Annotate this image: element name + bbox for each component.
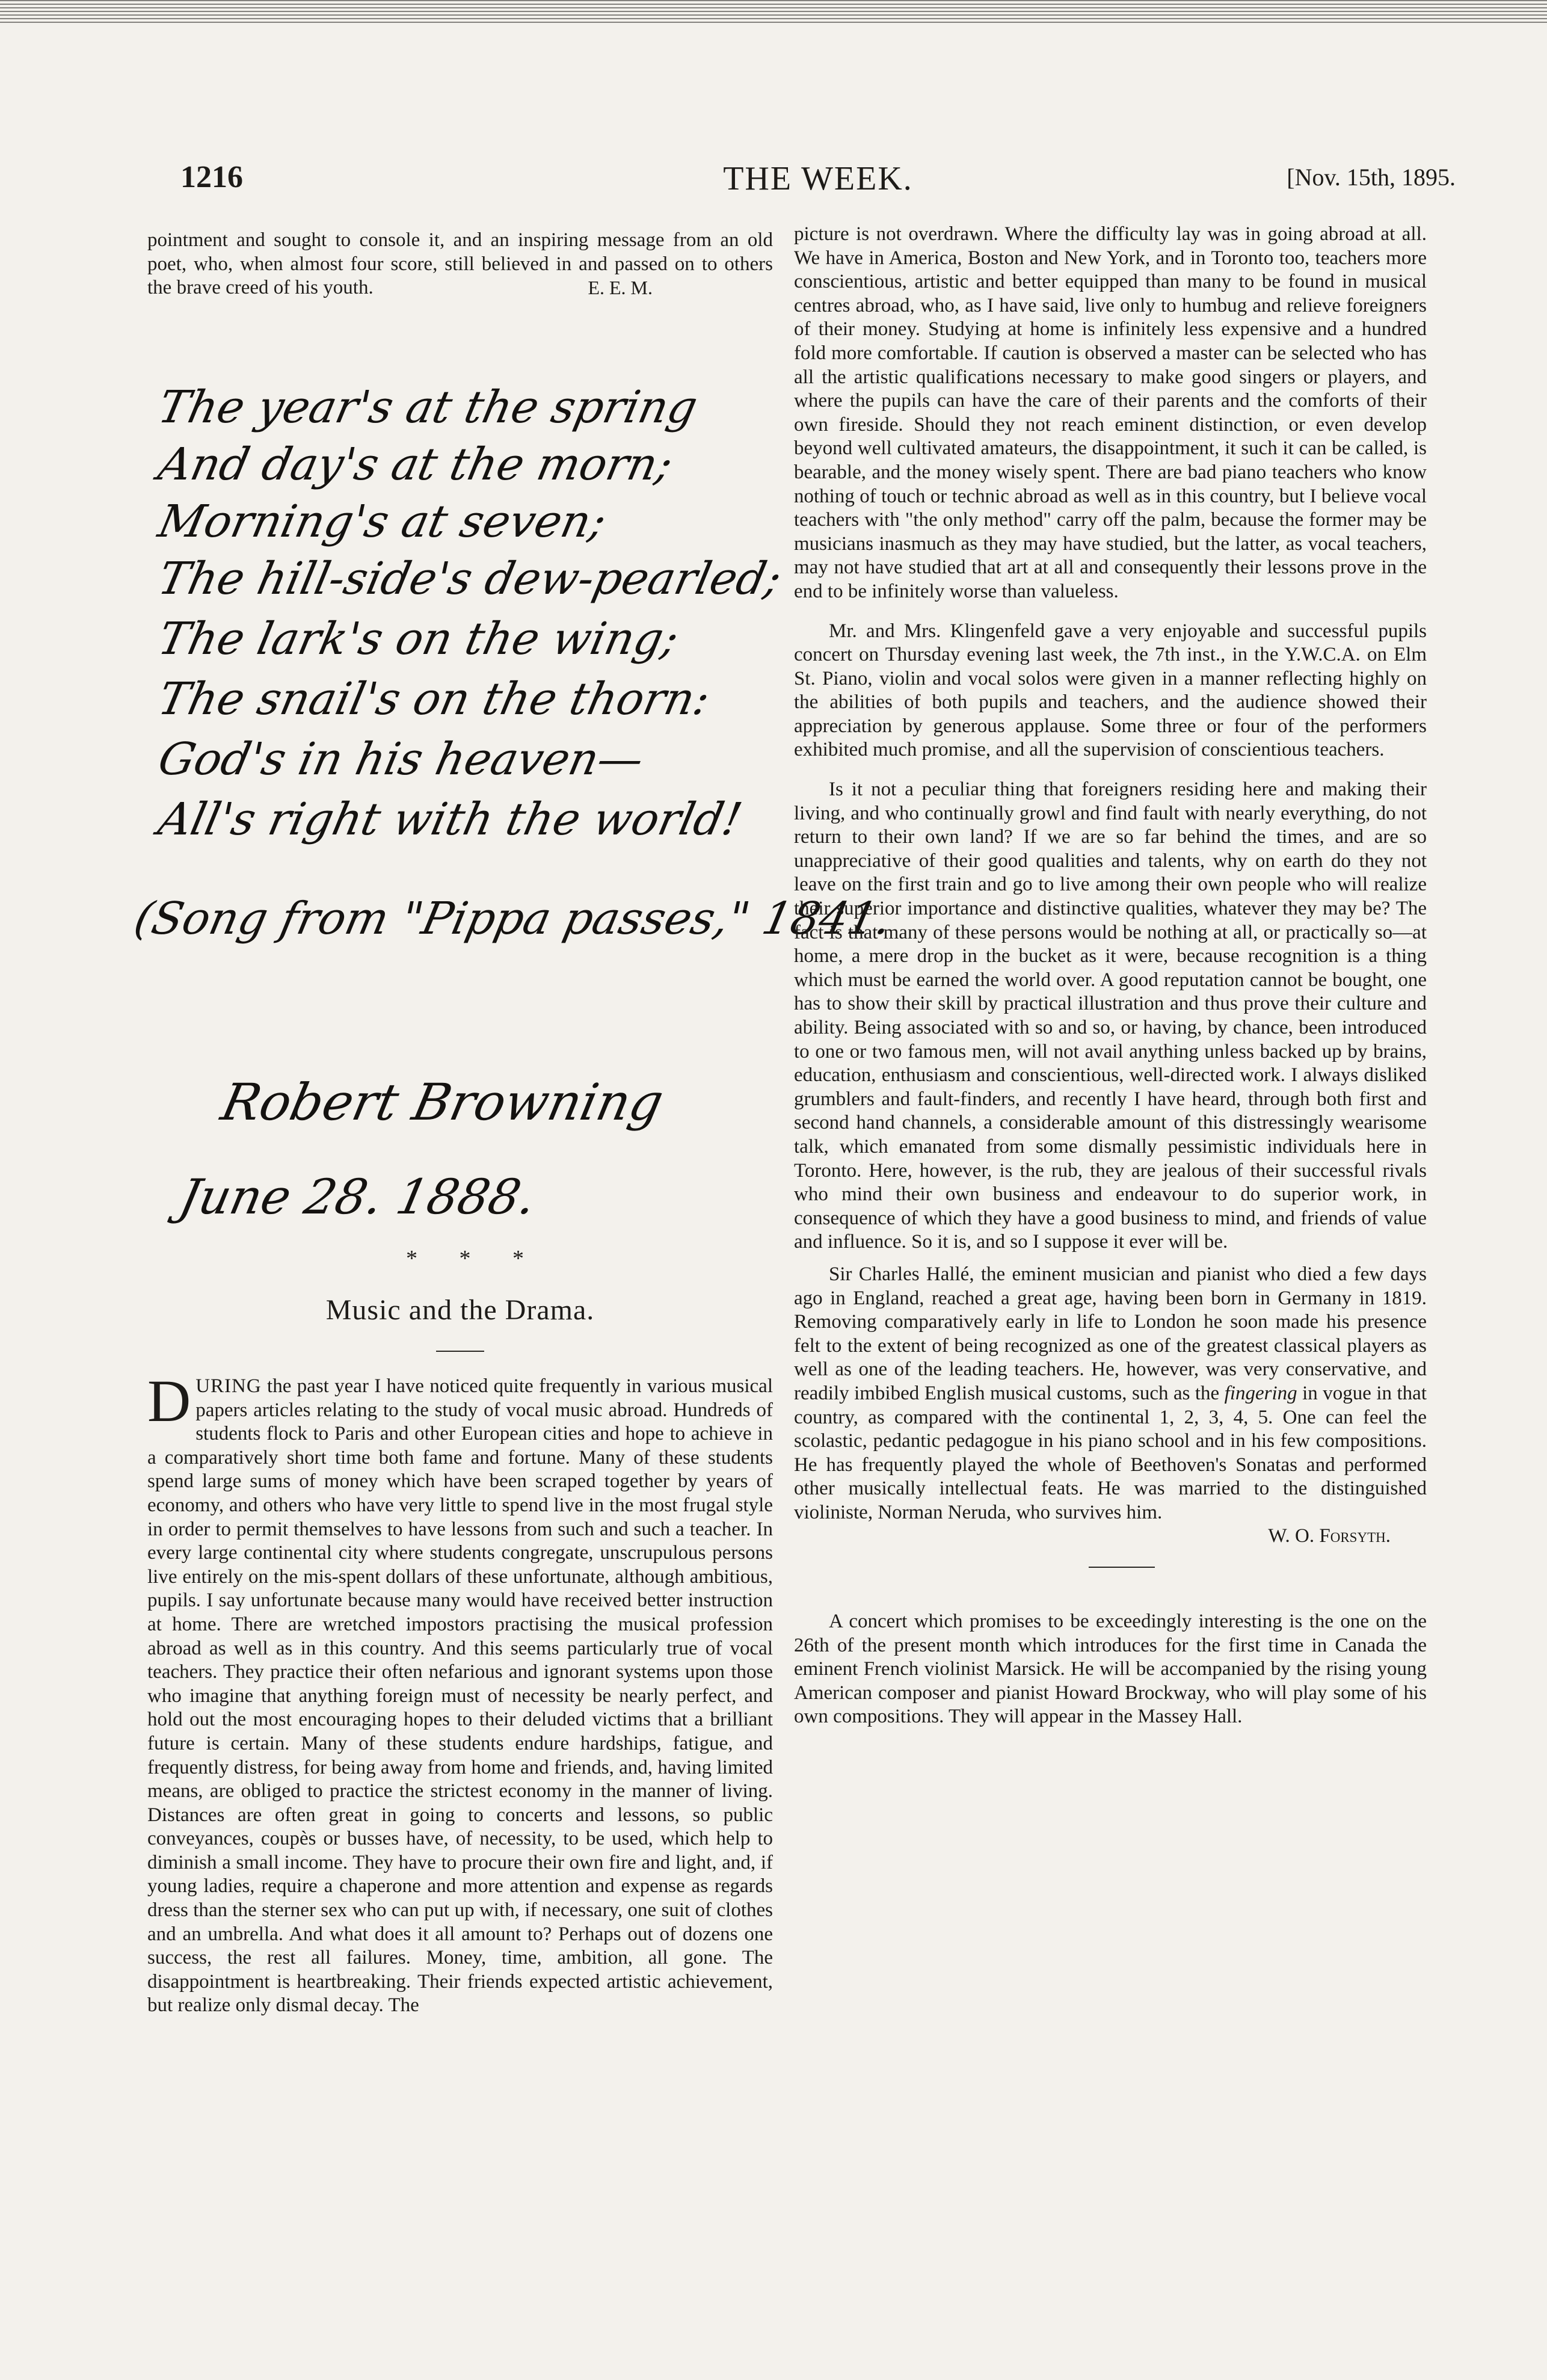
manuscript-line-6: The snail's on the thorn: [153,673,715,725]
halle-italic: fingering [1224,1382,1297,1404]
right-paragraph-halle [794,1263,1427,1525]
music-article-left [147,1367,773,2018]
lead-caps: URING [195,1375,262,1397]
manuscript-line-7: God's in his heaven— [153,733,648,785]
article-text: the past year I have noticed quite frequently in various musical papers articles relating to the study of vocal music abroad. Hundreds of students flock to Paris and other European cities and hope to achieve in a comparatively short time both fame and fortune. Many of these students spend large sums of money which have been scraped together by years of economy, and others who have very little to spend live in the most frugal style in order to permit themselves to have lessons from such and such a teacher. In every large continental city where students congregate, unscrupulous persons live entirely on the mis-spent dollars of these unfortunate, although ambitious, pupils. I say unfortunate because many would have received better instruction at home. There are wretched impostors practising the musical profession abroad as well as in this country. And this seems particularly true of vocal teachers. They practice their often nefarious and ignorant systems upon those who imagine that anything foreign must of necessity be nearly perfect, and hold out the most encouraging hopes to their deluded victims that a brilliant future is certain. Many of these students endure hardships, fatigue, and frequently distress, for being away from home and friends, and, having limited means, are obliged to practice the strictest economy in the manner of living. Distances are often great in going to concerts and lessons, so public conveyances, coupès or busses have, of necessity, to be used, which help to diminish a small income. They have to procure their own fire and light, and, if young ladies, require a chaperone and more attention and expense as regards dress than the sterner sex who can put up with, if necessary, one suit of clothes and an umbrella. And what does it all amount to? Perhaps out of dozens one success, the rest all failures. Money, time, ambition, all gone. The disappointment is heartbreaking. Their friends expected artistic achievement, but realize only dismal decay. The [147,1375,773,2017]
halle-text-b: in vogue in that country, as compared with the continental 1, 2, 3, 4, 5. One can feel the scolastic, pedantic pedagogue in his piano school and in his few compositions. He has frequently played the whole of Beethoven's Sonatas and performed other musically intellectual feats. He was married to the distinguished violiniste, Norman Neruda, who survives him. [794,1382,1427,1523]
issue-date: [Nov. 15th, 1895. [1287,164,1456,191]
right-paragraph-klingenfeld: Mr. and Mrs. Klingenfeld gave a very enjoyable and successful pupils concert on Thursday evening last week, the 7th inst., in the Y.W.C.A. on Elm St. Piano, violin and vocal solos were given in a manner reflecting highly on the abilities of both pupils and teachers, and the audience showed their appreciation by generous applause. Some three or four of the performers exhibited much promise, and all the supervision of conscientious teachers. [794,620,1427,761]
manuscript-line-1: The year's at the spring [153,381,702,433]
forsyth-signature: W. O. Forsyth. [1268,1525,1391,1547]
page-number: 1216 [180,160,243,194]
page-header [180,159,1456,208]
right-paragraph-marsick: A concert which promises to be exceedingly interesting is the one on the 26th of the present month which introduces for the first time in Canada the eminent French violinist Marsick. He will be accompanied by the rising young American composer and pianist Howard Brockway, who will play some of his own compositions. They will appear in the Massey Hall. [794,1611,1427,1728]
right-paragraph-foreigners: Is it not a peculiar thing that foreigners residing here and making their living, and who continually growl and find fault with nearly everything, do not return to their own land? If we are so far behind the times, and are so unappreciative of their good qualities and talents, why on earth do they not leave on the first train and go to live among their own people who will realize their superior importance and distinctive qualities, whatever they may be? The fact is that many of these persons would be nothing at all, or practically so—at home, a mere drop in the bucket as it were, because recognition is a thing which must be earned the world over. A good reputation cannot be bought, one has to show their skill by practical illustration and thus prove their culture and ability. Being associated with so and so, or having, by chance, been introduced to one or two famous men, will not avail anything unless backed up by brains, education, enthusiasm and conscientious, well-directed work. I always disliked grumblers and fault-finders, and recently I have heard, through both first and second hand channels, a considerable amount of this distressingly wearisome talk, which emanated from some dismally pessimistic individuals here in Toronto. Here, however, is the rub, they are jealous of their successful rivals who mind their own business and endeavour to do superior work, in consequence of which they have a good business to mind, and friends of value and influence. So it is, and so I suppose it ever will be. [794,778,1427,1253]
halle-text-a: Sir Charles Hallé, the eminent musician and pianist who died a few days ago in England, reached a great age, having been born in Germany in 1819. Removing comparatively early in life to London he soon made his presence felt to the extent of being recognized as one of the greatest classical players as well as one of the leading teachers. He, however, was very conservative, and readily imbibed English musical customs, such as the [794,1263,1427,1404]
top-decorative-rule [0,0,1547,23]
manuscript-date: June 28. 1888. [174,1169,541,1225]
manuscript-signature: Robert Browning [216,1073,669,1132]
right-paragraph-1: picture is not overdrawn. Where the difficulty lay was in going abroad at all. We have in America, Boston and New York, and in Toronto too, teachers more conscientious, artistic and better equipped than many to be found in musical centres abroad, who, as I have said, live only to humbug and relieve foreigners of their money. Studying at home is infinitely less expensive and a hundred fold more comfortable. If caution is observed a master can be selected who has all the artistic qualifications necessary to make good singers or players, and where the pupils can have the care of their parents and the comforts of their own fireside. Should they not reach eminent distinction, or even develop beyond well cultivated amateurs, the disappointment, it such it can be called, is bearable, and the money wisely spent. There are bad piano teachers who know nothing of touch or technic abroad as well as in this country, but I believe vocal teachers with "the only method" carry off the palm, because the former may be musicians inasmuch as they may have studied, but the latter, as vocal teachers, may not have studied that art at all and consequently their lessons prove in the end to be infinitely worse than valueless. [794,223,1427,602]
manuscript-line-8: All's right with the world! [153,794,746,845]
publication-title: THE WEEK. [723,160,913,197]
intro-initials: E. E. M. [588,276,653,298]
separator-stars: * * * [406,1246,542,1271]
drop-cap: D [147,1367,191,1434]
manuscript-line-3: Morning's at seven; [153,496,611,547]
intro-paragraph: pointment and sought to console it, and an inspiring message from an old poet, who, when almost four score, still believed in and passed on to others the brave creed of his youth. [147,229,773,299]
section-title: Music and the Drama. [325,1294,595,1326]
music-article-paragraph [147,1367,773,2018]
title-rule [436,1351,484,1352]
intro-paragraph-block [147,229,773,300]
manuscript-line-5: The lark's on the wing; [153,613,683,665]
manuscript-line-4: The hill-side's dew-pearled; [153,553,786,605]
music-article-right [794,223,1427,1729]
manuscript-line-2: And day's at the morn; [153,439,678,490]
manuscript-source: (Song from "Pippa passes," 1841. [129,893,896,945]
